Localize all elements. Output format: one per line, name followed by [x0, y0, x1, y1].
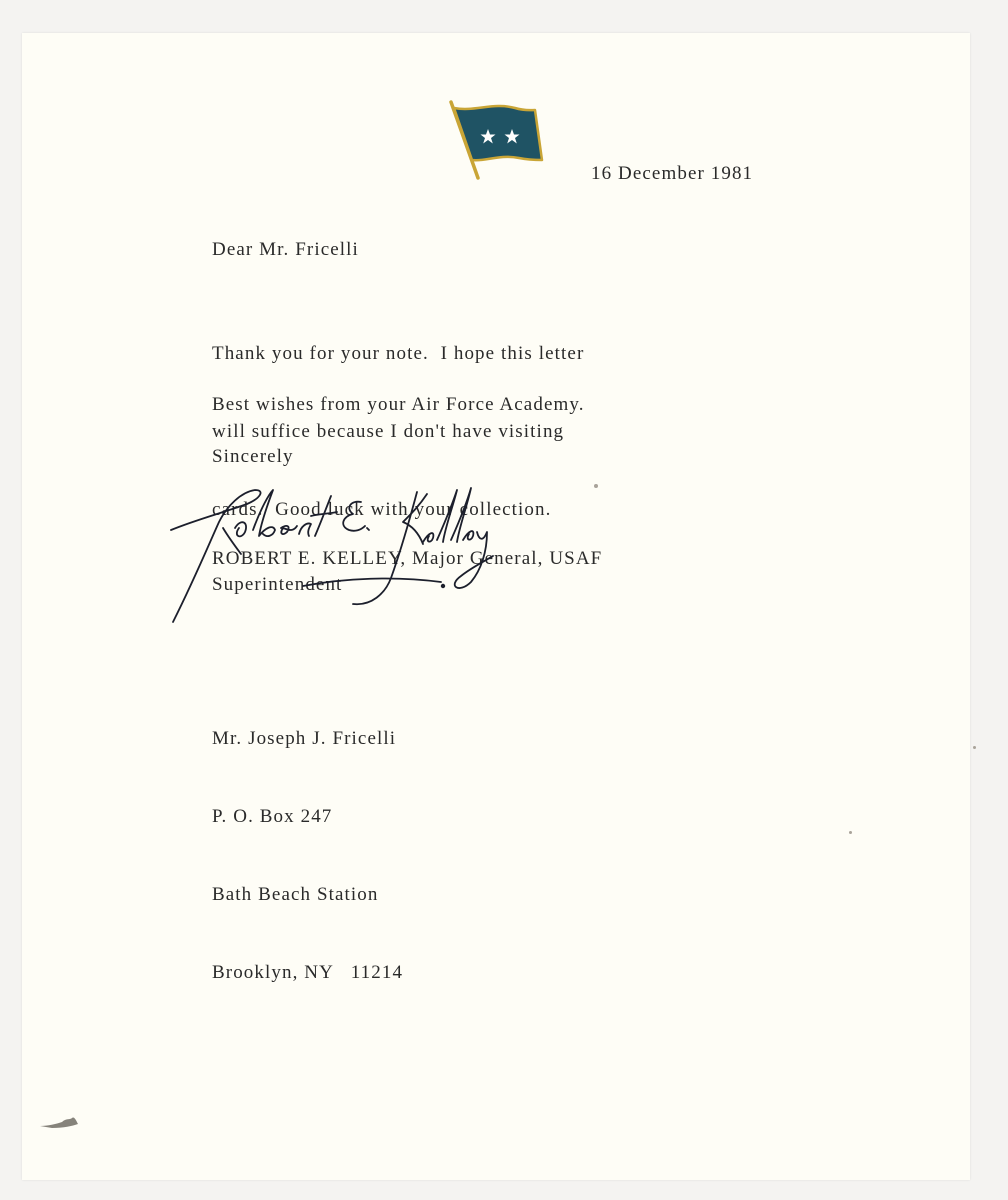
- handwritten-signature: [165, 482, 495, 627]
- paper-speck: [594, 484, 598, 488]
- address-line: Brooklyn, NY 11214: [212, 962, 404, 983]
- signatory-name-line: ROBERT E. KELLEY, Major General, USAF: [212, 548, 603, 569]
- signatory-title: Superintendent: [212, 574, 343, 595]
- salutation: Dear Mr. Fricelli: [212, 239, 359, 260]
- body-line: Thank you for your note. I hope this letter: [212, 343, 585, 364]
- paper-speck: [973, 746, 976, 749]
- recipient-address: [212, 674, 403, 1012]
- address-line: Bath Beach Station: [212, 884, 379, 905]
- letter-date: 16 December 1981: [591, 163, 754, 184]
- body-line: will suffice because I don't have visiting: [212, 421, 565, 442]
- paper-speck: [849, 831, 852, 834]
- address-line: Mr. Joseph J. Fricelli: [212, 728, 397, 749]
- closing-wish: Best wishes from your Air Force Academy.: [212, 394, 585, 415]
- body-line: cards. Good luck with your collection.: [212, 499, 552, 520]
- two-star-flag-icon: [445, 98, 547, 184]
- address-line: P. O. Box 247: [212, 806, 333, 827]
- paper-smudge: [38, 1114, 82, 1130]
- signoff: Sincerely: [212, 446, 294, 467]
